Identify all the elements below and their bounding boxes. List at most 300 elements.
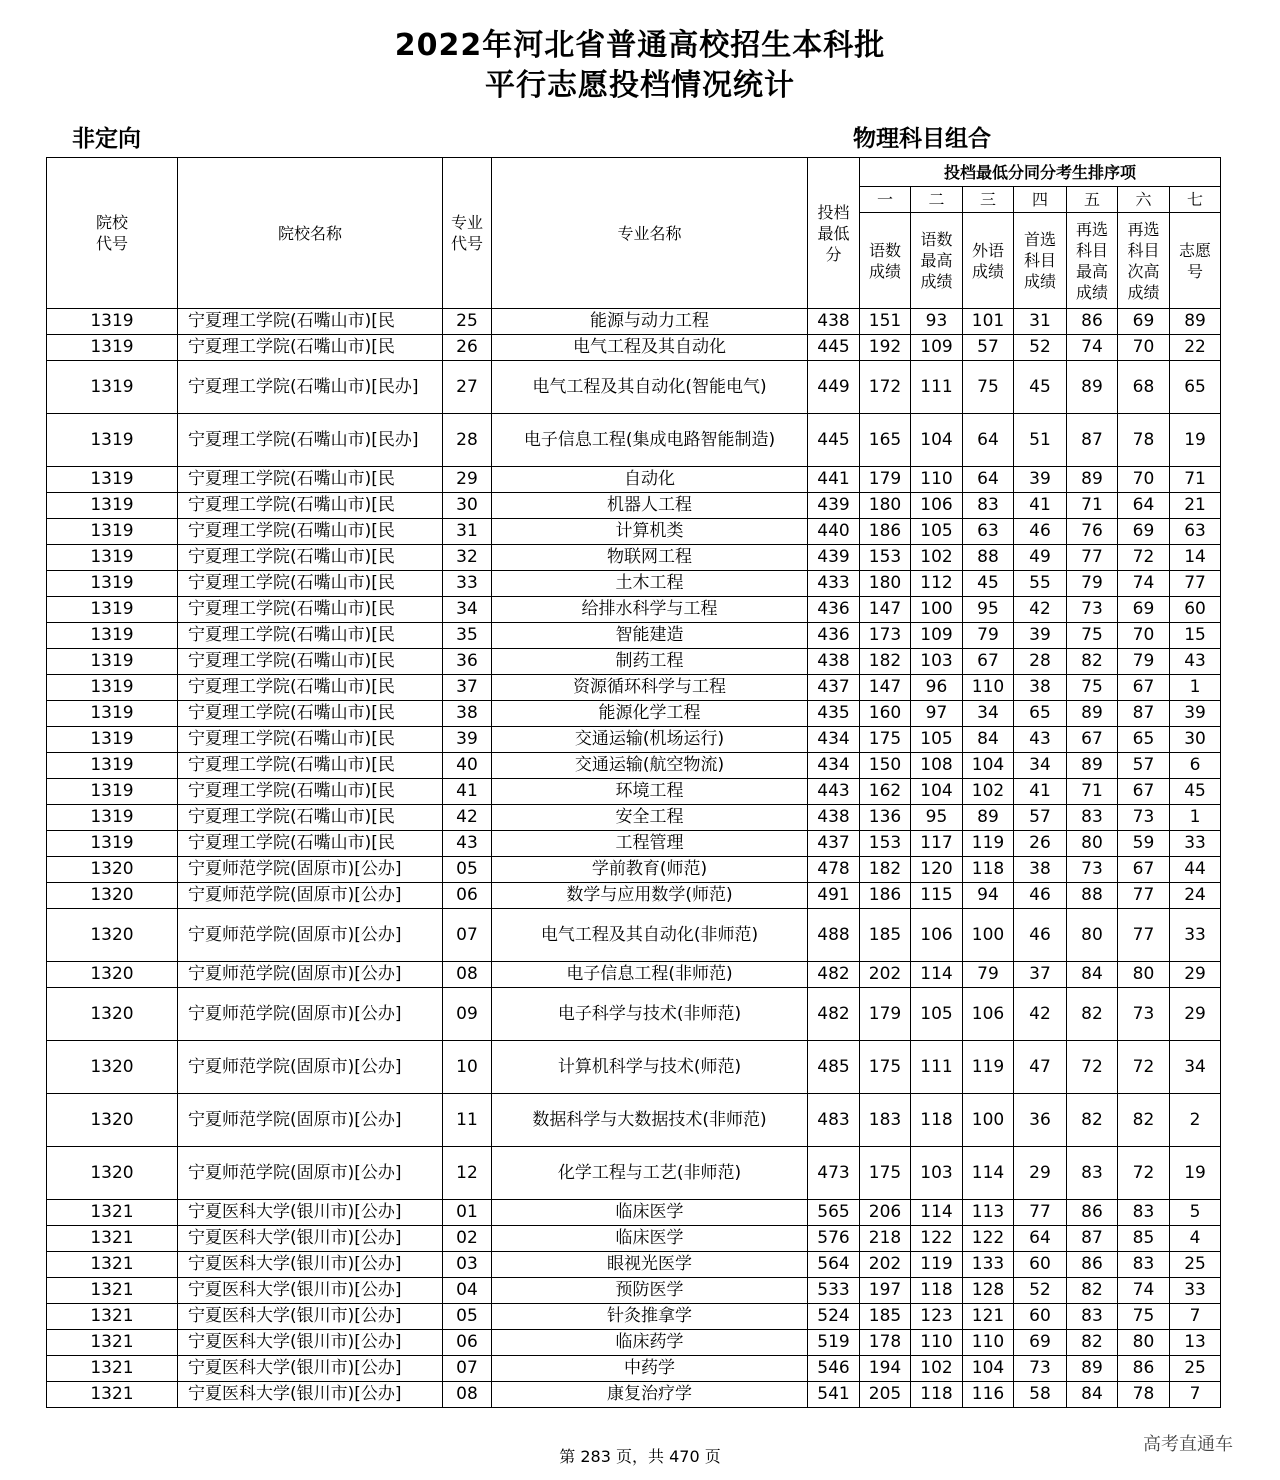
tiebreak-cell-2: 110 (911, 1330, 963, 1356)
tiebreak-cell-2: 93 (911, 309, 963, 335)
tiebreak-cell-6: 69 (1118, 309, 1170, 335)
tiebreak-cell-7: 1 (1170, 675, 1221, 701)
min-score-cell: 541 (808, 1382, 860, 1408)
header-tiebreak-5: 再选 科目 最高 成绩 (1067, 213, 1118, 309)
tiebreak-cell-3: 121 (963, 1304, 1014, 1330)
tiebreak-cell-3: 133 (963, 1252, 1014, 1278)
tiebreak-cell-7: 1 (1170, 805, 1221, 831)
major-name-cell: 工程管理 (492, 831, 808, 857)
tiebreak-cell-5: 87 (1067, 414, 1118, 467)
tiebreak-cell-5: 82 (1067, 649, 1118, 675)
major-code-cell: 26 (443, 335, 492, 361)
tiebreak-cell-5: 71 (1067, 779, 1118, 805)
tiebreak-cell-2: 103 (911, 1147, 963, 1200)
major-name-cell: 智能建造 (492, 623, 808, 649)
table-row (47, 1226, 1221, 1252)
min-score-cell: 483 (808, 1094, 860, 1147)
tiebreak-cell-6: 69 (1118, 597, 1170, 623)
tiebreak-cell-7: 24 (1170, 883, 1221, 909)
table-row (47, 467, 1221, 493)
watermark: 高考直通车 (1143, 1434, 1233, 1455)
tiebreak-cell-3: 63 (963, 519, 1014, 545)
tiebreak-cell-1: 136 (860, 805, 911, 831)
tiebreak-cell-4: 60 (1014, 1304, 1067, 1330)
table-row (47, 1382, 1221, 1408)
tiebreak-cell-3: 88 (963, 545, 1014, 571)
tiebreak-cell-7: 19 (1170, 1147, 1221, 1200)
tiebreak-cell-3: 94 (963, 883, 1014, 909)
header-major-name: 专业名称 (492, 158, 808, 309)
school-code-cell: 1319 (47, 623, 178, 649)
tiebreak-cell-6: 74 (1118, 571, 1170, 597)
tiebreak-cell-6: 87 (1118, 701, 1170, 727)
tiebreak-cell-6: 70 (1118, 335, 1170, 361)
school-name-cell: 宁夏医科大学(银川市)[公办] (178, 1278, 443, 1304)
tiebreak-cell-7: 6 (1170, 753, 1221, 779)
min-score-cell: 435 (808, 701, 860, 727)
school-code-cell: 1319 (47, 414, 178, 467)
table-row (47, 1200, 1221, 1226)
tiebreak-cell-4: 38 (1014, 857, 1067, 883)
major-name-cell: 能源化学工程 (492, 701, 808, 727)
tiebreak-cell-1: 153 (860, 831, 911, 857)
major-code-cell: 28 (443, 414, 492, 467)
tiebreak-cell-3: 119 (963, 1041, 1014, 1094)
min-score-cell: 546 (808, 1356, 860, 1382)
tiebreak-cell-6: 59 (1118, 831, 1170, 857)
tiebreak-cell-2: 114 (911, 962, 963, 988)
tiebreak-cell-3: 113 (963, 1200, 1014, 1226)
tiebreak-cell-2: 102 (911, 545, 963, 571)
header-tiebreak-4: 首选 科目 成绩 (1014, 213, 1067, 309)
tiebreak-cell-7: 45 (1170, 779, 1221, 805)
major-name-cell: 数据科学与大数据技术(非师范) (492, 1094, 808, 1147)
tiebreak-cell-4: 39 (1014, 467, 1067, 493)
tiebreak-cell-3: 110 (963, 1330, 1014, 1356)
tiebreak-cell-1: 185 (860, 1304, 911, 1330)
tiebreak-cell-2: 112 (911, 571, 963, 597)
table-row (47, 779, 1221, 805)
header-tiebreak-1: 语数 成绩 (860, 213, 911, 309)
tiebreak-cell-5: 82 (1067, 1330, 1118, 1356)
table-row (47, 831, 1221, 857)
major-name-cell: 物联网工程 (492, 545, 808, 571)
tiebreak-cell-7: 77 (1170, 571, 1221, 597)
school-code-cell: 1321 (47, 1200, 178, 1226)
header-order-7: 七 (1170, 187, 1221, 213)
major-name-cell: 临床医学 (492, 1200, 808, 1226)
tiebreak-cell-7: 14 (1170, 545, 1221, 571)
major-name-cell: 针灸推拿学 (492, 1304, 808, 1330)
tiebreak-cell-1: 185 (860, 909, 911, 962)
major-name-cell: 化学工程与工艺(非师范) (492, 1147, 808, 1200)
tiebreak-cell-1: 194 (860, 1356, 911, 1382)
tiebreak-cell-7: 29 (1170, 962, 1221, 988)
tiebreak-cell-3: 100 (963, 1094, 1014, 1147)
min-score-cell: 519 (808, 1330, 860, 1356)
tiebreak-cell-2: 123 (911, 1304, 963, 1330)
tiebreak-cell-2: 115 (911, 883, 963, 909)
min-score-cell: 438 (808, 309, 860, 335)
tiebreak-cell-1: 178 (860, 1330, 911, 1356)
major-name-cell: 交通运输(机场运行) (492, 727, 808, 753)
major-name-cell: 电子科学与技术(非师范) (492, 988, 808, 1041)
school-name-cell: 宁夏理工学院(石嘴山市)[民办] (178, 361, 443, 414)
tiebreak-cell-2: 122 (911, 1226, 963, 1252)
tiebreak-cell-2: 118 (911, 1094, 963, 1147)
school-code-cell: 1320 (47, 909, 178, 962)
min-score-cell: 565 (808, 1200, 860, 1226)
tiebreak-cell-2: 102 (911, 1356, 963, 1382)
major-code-cell: 07 (443, 1356, 492, 1382)
major-code-cell: 32 (443, 545, 492, 571)
header-order-5: 五 (1067, 187, 1118, 213)
tiebreak-cell-7: 33 (1170, 909, 1221, 962)
tiebreak-cell-3: 122 (963, 1226, 1014, 1252)
table-row (47, 1330, 1221, 1356)
major-code-cell: 40 (443, 753, 492, 779)
tiebreak-cell-2: 110 (911, 467, 963, 493)
tiebreak-cell-2: 108 (911, 753, 963, 779)
header-tiebreak-2: 语数 最高 成绩 (911, 213, 963, 309)
school-code-cell: 1320 (47, 988, 178, 1041)
tiebreak-cell-5: 73 (1067, 597, 1118, 623)
header-school-name: 院校名称 (178, 158, 443, 309)
header-order-2: 二 (911, 187, 963, 213)
school-code-cell: 1319 (47, 701, 178, 727)
tiebreak-cell-3: 128 (963, 1278, 1014, 1304)
major-name-cell: 电子信息工程(非师范) (492, 962, 808, 988)
school-name-cell: 宁夏理工学院(石嘴山市)[民 (178, 493, 443, 519)
tiebreak-cell-6: 86 (1118, 1356, 1170, 1382)
major-name-cell: 计算机科学与技术(师范) (492, 1041, 808, 1094)
tiebreak-cell-5: 82 (1067, 988, 1118, 1041)
tiebreak-cell-3: 79 (963, 623, 1014, 649)
tiebreak-cell-4: 65 (1014, 701, 1067, 727)
table-row (47, 335, 1221, 361)
tiebreak-cell-7: 15 (1170, 623, 1221, 649)
tiebreak-cell-3: 114 (963, 1147, 1014, 1200)
tiebreak-cell-1: 147 (860, 597, 911, 623)
school-name-cell: 宁夏理工学院(石嘴山市)[民 (178, 571, 443, 597)
subtitle-subject-group: 物理科目组合 (853, 126, 991, 152)
tiebreak-cell-7: 65 (1170, 361, 1221, 414)
tiebreak-cell-7: 25 (1170, 1356, 1221, 1382)
tiebreak-cell-3: 102 (963, 779, 1014, 805)
tiebreak-cell-1: 150 (860, 753, 911, 779)
table-row (47, 805, 1221, 831)
tiebreak-cell-6: 67 (1118, 857, 1170, 883)
tiebreak-cell-3: 106 (963, 988, 1014, 1041)
major-name-cell: 电气工程及其自动化 (492, 335, 808, 361)
tiebreak-cell-1: 186 (860, 883, 911, 909)
table-row (47, 883, 1221, 909)
tiebreak-cell-3: 100 (963, 909, 1014, 962)
major-name-cell: 学前教育(师范) (492, 857, 808, 883)
tiebreak-cell-7: 22 (1170, 335, 1221, 361)
tiebreak-cell-5: 74 (1067, 335, 1118, 361)
tiebreak-cell-5: 89 (1067, 1356, 1118, 1382)
min-score-cell: 443 (808, 779, 860, 805)
tiebreak-cell-2: 109 (911, 623, 963, 649)
major-code-cell: 11 (443, 1094, 492, 1147)
tiebreak-cell-2: 117 (911, 831, 963, 857)
tiebreak-cell-2: 104 (911, 414, 963, 467)
major-name-cell: 中药学 (492, 1356, 808, 1382)
tiebreak-cell-4: 39 (1014, 623, 1067, 649)
tiebreak-cell-7: 34 (1170, 1041, 1221, 1094)
table-row (47, 753, 1221, 779)
school-code-cell: 1319 (47, 467, 178, 493)
tiebreak-cell-4: 77 (1014, 1200, 1067, 1226)
table-row (47, 597, 1221, 623)
tiebreak-cell-2: 111 (911, 361, 963, 414)
tiebreak-cell-4: 46 (1014, 519, 1067, 545)
tiebreak-cell-6: 85 (1118, 1226, 1170, 1252)
school-name-cell: 宁夏理工学院(石嘴山市)[民 (178, 545, 443, 571)
major-code-cell: 09 (443, 988, 492, 1041)
tiebreak-cell-4: 28 (1014, 649, 1067, 675)
tiebreak-cell-6: 80 (1118, 962, 1170, 988)
school-code-cell: 1319 (47, 727, 178, 753)
major-code-cell: 12 (443, 1147, 492, 1200)
major-code-cell: 37 (443, 675, 492, 701)
table-row (47, 545, 1221, 571)
school-code-cell: 1320 (47, 1147, 178, 1200)
major-name-cell: 计算机类 (492, 519, 808, 545)
tiebreak-cell-2: 104 (911, 779, 963, 805)
tiebreak-cell-5: 86 (1067, 1200, 1118, 1226)
major-name-cell: 能源与动力工程 (492, 309, 808, 335)
tiebreak-cell-4: 36 (1014, 1094, 1067, 1147)
tiebreak-cell-5: 86 (1067, 1252, 1118, 1278)
tiebreak-cell-5: 88 (1067, 883, 1118, 909)
tiebreak-cell-1: 202 (860, 1252, 911, 1278)
tiebreak-cell-5: 83 (1067, 1304, 1118, 1330)
school-code-cell: 1319 (47, 571, 178, 597)
school-name-cell: 宁夏理工学院(石嘴山市)[民 (178, 309, 443, 335)
tiebreak-cell-6: 79 (1118, 649, 1170, 675)
major-name-cell: 电子信息工程(集成电路智能制造) (492, 414, 808, 467)
tiebreak-cell-7: 29 (1170, 988, 1221, 1041)
min-score-cell: 564 (808, 1252, 860, 1278)
table-row (47, 649, 1221, 675)
tiebreak-cell-6: 70 (1118, 623, 1170, 649)
tiebreak-cell-7: 7 (1170, 1304, 1221, 1330)
header-min-score: 投档 最低 分 (808, 158, 860, 309)
major-code-cell: 03 (443, 1252, 492, 1278)
tiebreak-cell-6: 74 (1118, 1278, 1170, 1304)
major-code-cell: 41 (443, 779, 492, 805)
tiebreak-cell-2: 106 (911, 493, 963, 519)
school-name-cell: 宁夏医科大学(银川市)[公办] (178, 1200, 443, 1226)
school-code-cell: 1320 (47, 857, 178, 883)
school-name-cell: 宁夏理工学院(石嘴山市)[民办] (178, 414, 443, 467)
tiebreak-cell-2: 97 (911, 701, 963, 727)
school-name-cell: 宁夏理工学院(石嘴山市)[民 (178, 753, 443, 779)
tiebreak-cell-4: 41 (1014, 493, 1067, 519)
school-name-cell: 宁夏师范学院(固原市)[公办] (178, 1041, 443, 1094)
tiebreak-cell-4: 34 (1014, 753, 1067, 779)
tiebreak-cell-7: 60 (1170, 597, 1221, 623)
tiebreak-cell-2: 105 (911, 519, 963, 545)
major-name-cell: 预防医学 (492, 1278, 808, 1304)
tiebreak-cell-1: 162 (860, 779, 911, 805)
tiebreak-cell-5: 80 (1067, 831, 1118, 857)
min-score-cell: 488 (808, 909, 860, 962)
header-tiebreak-7: 志愿 号 (1170, 213, 1221, 309)
tiebreak-cell-5: 71 (1067, 493, 1118, 519)
tiebreak-cell-6: 67 (1118, 675, 1170, 701)
school-code-cell: 1320 (47, 1094, 178, 1147)
min-score-cell: 439 (808, 545, 860, 571)
tiebreak-cell-1: 183 (860, 1094, 911, 1147)
school-code-cell: 1321 (47, 1356, 178, 1382)
tiebreak-cell-1: 175 (860, 1147, 911, 1200)
tiebreak-cell-2: 100 (911, 597, 963, 623)
min-score-cell: 533 (808, 1278, 860, 1304)
tiebreak-cell-6: 72 (1118, 1041, 1170, 1094)
school-name-cell: 宁夏师范学院(固原市)[公办] (178, 883, 443, 909)
table-row (47, 1041, 1221, 1094)
tiebreak-cell-6: 78 (1118, 1382, 1170, 1408)
tiebreak-cell-3: 110 (963, 675, 1014, 701)
tiebreak-cell-4: 29 (1014, 1147, 1067, 1200)
tiebreak-cell-1: 180 (860, 493, 911, 519)
major-code-cell: 08 (443, 1382, 492, 1408)
major-name-cell: 电气工程及其自动化(智能电气) (492, 361, 808, 414)
min-score-cell: 524 (808, 1304, 860, 1330)
min-score-cell: 445 (808, 414, 860, 467)
major-name-cell: 康复治疗学 (492, 1382, 808, 1408)
major-code-cell: 39 (443, 727, 492, 753)
school-name-cell: 宁夏理工学院(石嘴山市)[民 (178, 335, 443, 361)
min-score-cell: 437 (808, 675, 860, 701)
tiebreak-cell-5: 83 (1067, 1147, 1118, 1200)
tiebreak-cell-7: 5 (1170, 1200, 1221, 1226)
min-score-cell: 436 (808, 623, 860, 649)
tiebreak-cell-4: 26 (1014, 831, 1067, 857)
tiebreak-cell-4: 47 (1014, 1041, 1067, 1094)
school-name-cell: 宁夏理工学院(石嘴山市)[民 (178, 467, 443, 493)
tiebreak-cell-1: 186 (860, 519, 911, 545)
major-code-cell: 35 (443, 623, 492, 649)
major-name-cell: 自动化 (492, 467, 808, 493)
tiebreak-cell-4: 38 (1014, 675, 1067, 701)
school-name-cell: 宁夏医科大学(银川市)[公办] (178, 1356, 443, 1382)
tiebreak-cell-7: 2 (1170, 1094, 1221, 1147)
tiebreak-cell-6: 77 (1118, 909, 1170, 962)
tiebreak-cell-6: 57 (1118, 753, 1170, 779)
tiebreak-cell-3: 89 (963, 805, 1014, 831)
tiebreak-cell-1: 175 (860, 1041, 911, 1094)
admission-table (46, 157, 1221, 1408)
min-score-cell: 438 (808, 805, 860, 831)
table-row (47, 857, 1221, 883)
table-row (47, 493, 1221, 519)
tiebreak-cell-2: 96 (911, 675, 963, 701)
tiebreak-cell-6: 82 (1118, 1094, 1170, 1147)
tiebreak-cell-6: 68 (1118, 361, 1170, 414)
major-code-cell: 08 (443, 962, 492, 988)
tiebreak-cell-1: 205 (860, 1382, 911, 1408)
tiebreak-cell-4: 46 (1014, 909, 1067, 962)
major-code-cell: 42 (443, 805, 492, 831)
tiebreak-cell-5: 67 (1067, 727, 1118, 753)
tiebreak-cell-7: 13 (1170, 1330, 1221, 1356)
school-code-cell: 1320 (47, 1041, 178, 1094)
tiebreak-cell-4: 52 (1014, 1278, 1067, 1304)
min-score-cell: 439 (808, 493, 860, 519)
tiebreak-cell-2: 105 (911, 988, 963, 1041)
tiebreak-cell-5: 84 (1067, 962, 1118, 988)
tiebreak-cell-1: 147 (860, 675, 911, 701)
school-code-cell: 1319 (47, 597, 178, 623)
school-code-cell: 1321 (47, 1278, 178, 1304)
major-name-cell: 给排水科学与工程 (492, 597, 808, 623)
school-name-cell: 宁夏医科大学(银川市)[公办] (178, 1304, 443, 1330)
tiebreak-cell-4: 49 (1014, 545, 1067, 571)
tiebreak-cell-5: 82 (1067, 1278, 1118, 1304)
tiebreak-cell-4: 43 (1014, 727, 1067, 753)
tiebreak-cell-1: 206 (860, 1200, 911, 1226)
major-name-cell: 制药工程 (492, 649, 808, 675)
tiebreak-cell-5: 89 (1067, 753, 1118, 779)
school-name-cell: 宁夏理工学院(石嘴山市)[民 (178, 779, 443, 805)
tiebreak-cell-1: 182 (860, 649, 911, 675)
table-row (47, 701, 1221, 727)
tiebreak-cell-3: 104 (963, 753, 1014, 779)
subtitle-category: 非定向 (72, 126, 141, 152)
tiebreak-cell-4: 73 (1014, 1356, 1067, 1382)
school-name-cell: 宁夏师范学院(固原市)[公办] (178, 1094, 443, 1147)
tiebreak-cell-2: 119 (911, 1252, 963, 1278)
min-score-cell: 436 (808, 597, 860, 623)
tiebreak-cell-5: 89 (1067, 701, 1118, 727)
tiebreak-cell-7: 25 (1170, 1252, 1221, 1278)
tiebreak-cell-4: 45 (1014, 361, 1067, 414)
major-code-cell: 25 (443, 309, 492, 335)
table-row (47, 571, 1221, 597)
tiebreak-cell-5: 82 (1067, 1094, 1118, 1147)
tiebreak-cell-3: 64 (963, 467, 1014, 493)
table-row (47, 1278, 1221, 1304)
min-score-cell: 482 (808, 962, 860, 988)
tiebreak-cell-5: 89 (1067, 361, 1118, 414)
header-order-1: 一 (860, 187, 911, 213)
tiebreak-cell-1: 179 (860, 467, 911, 493)
major-code-cell: 06 (443, 1330, 492, 1356)
tiebreak-cell-3: 84 (963, 727, 1014, 753)
school-code-cell: 1319 (47, 309, 178, 335)
major-code-cell: 29 (443, 467, 492, 493)
header-school-code: 院校 代号 (47, 158, 178, 309)
school-code-cell: 1319 (47, 361, 178, 414)
table-row (47, 988, 1221, 1041)
school-name-cell: 宁夏师范学院(固原市)[公办] (178, 1147, 443, 1200)
school-name-cell: 宁夏理工学院(石嘴山市)[民 (178, 831, 443, 857)
header-tiebreak-3: 外语 成绩 (963, 213, 1014, 309)
major-name-cell: 临床医学 (492, 1226, 808, 1252)
major-code-cell: 10 (443, 1041, 492, 1094)
tiebreak-cell-6: 83 (1118, 1200, 1170, 1226)
school-name-cell: 宁夏理工学院(石嘴山市)[民 (178, 805, 443, 831)
tiebreak-cell-7: 30 (1170, 727, 1221, 753)
tiebreak-cell-7: 44 (1170, 857, 1221, 883)
major-name-cell: 资源循环科学与工程 (492, 675, 808, 701)
tiebreak-cell-6: 72 (1118, 545, 1170, 571)
major-name-cell: 安全工程 (492, 805, 808, 831)
